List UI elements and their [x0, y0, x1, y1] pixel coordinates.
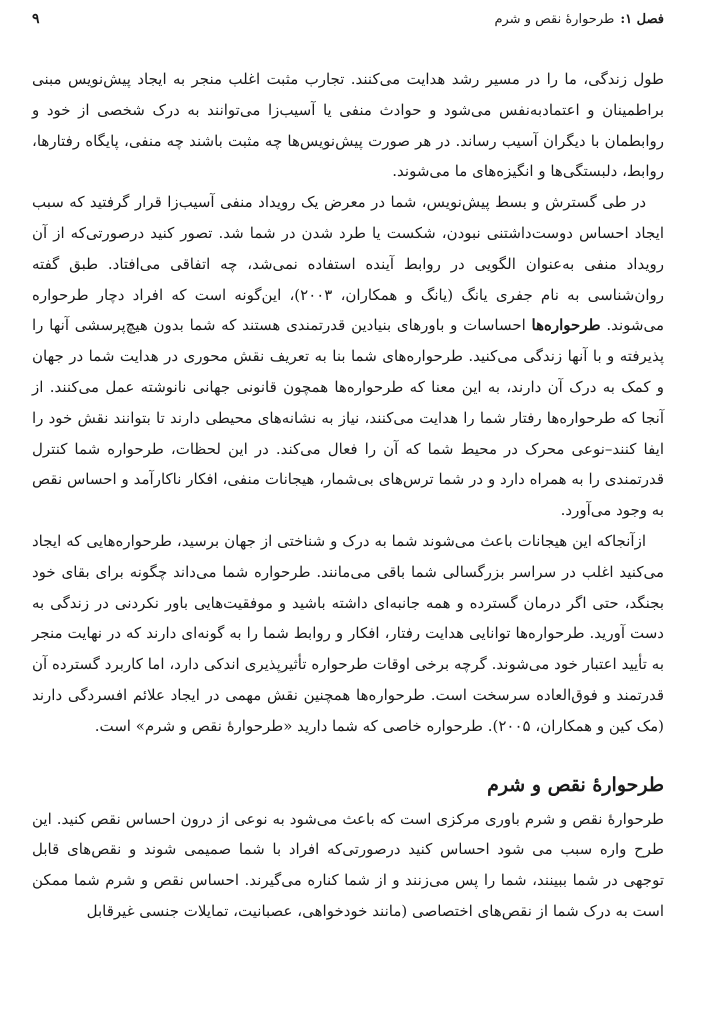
body-paragraph-2 — [32, 187, 664, 526]
chapter-title: طرحوارهٔ نقص و شرم — [494, 12, 615, 27]
chapter-header — [494, 9, 664, 31]
body-paragraph-3: ازآنجاکه این هیجانات باعث می‌شوند شما به درک و شناختی از جهان برسید، طرحواره‌هایی که ایجاد می‌کنید اغلب در سراسر بزرگسالی شما باقی می‌مانند. طرحواره شما می‌داند چگونه برای بقای خود بجنگد، حتی اگر درمان گسترده و همه جانبه‌ای داشته باشید و موفقیت‌هایی باور نکردنی در زندگی به دست آورید. طرحواره‌ها توانایی هدایت رفتار، افکار و روابط شما را به گونه‌ای دارند که در نهایت منجر به تأیید اعتبار خود می‌شوند. گرچه برخی اوقات طرحواره تأثیرپذیری اندکی دارد، اما کاربرد گسترده آن قدرتمند و فوق‌العاده سرسخت است. طرحواره‌ها همچنین نقش مهمی در ایجاد علائم افسردگی دارند (مک کین و همکاران، ۲۰۰۵). طرحواره خاصی که شما دارید «طرحوارهٔ نقص و شرم» است. — [32, 531, 664, 735]
chapter-label: فصل ۱: — [620, 12, 664, 27]
paragraph-2-text-after: احساسات و باورهای بنیادین قدرتمندی هستند که شما بدون هیچ‌پرسشی آنها را پذیرفته و با آنها زندگی می‌کنید. طرحواره‌های شما بنا به تعریف نقش محوری در هدایت شما در جهان و کمک به درک آن دارند، به این معنا که طرحواره‌ها همچون قانونی جهانی نانوشته عمل می‌کنند. از آنجا که طرحواره‌ها رفتار شما را هدایت می‌کنند، نیاز به نشانه‌های محیطی دارند تا بتوانند نقش خود را ایفا کنند–نوعی محرک در محیط شما که آن را فعال می‌کند. در این لحظات، طرحواره شما کنترل قدرتمندی را به همراه دارد و در شما ترس‌های بی‌شمار، هیجانات منفی، افکار ناکارآمد و احساس نقص به وجود می‌آورد. — [32, 316, 664, 520]
section-heading: طرحوارهٔ نقص و شرم — [487, 773, 664, 796]
page-number: ۹ — [32, 11, 40, 27]
page-body — [32, 64, 664, 927]
running-head — [32, 8, 664, 34]
section-paragraph: طرحوارهٔ نقص و شرم باوری مرکزی است که باعث می‌شود به نوعی از درون احساس نقص کنید. این طرح واره سبب می شود احساس کنید درصورتی‌که افراد با شما صمیمی شوند و نقص‌های قابل توجهی در شما ببینند، شما را پس می‌زنند و از شما کناره می‌گیرند. احساس نقص و شرم شما ممکن است به درک شما از نقص‌های اختصاصی (مانند خودخواهی، عصبانیت، تمایلات جنسی غیرقابل — [32, 809, 664, 920]
body-paragraph-1: طول زندگی، ما را در مسیر رشد هدایت می‌کنند. تجارب مثبت اغلب منجر به ایجاد پیش‌نویس مبنی براطمینان و اعتمادبه‌نفس می‌شود و حوادث منفی یا آسیب‌زا می‌توانند به درک شخصی از خود و روابطمان با دیگران آسیب رساند. در هر صورت پیش‌نویس‌ها چه مثبت باشند چه منفی، پایگاه رفتارها، روابط، دلبستگی‌ها و انگیزه‌های ما می‌شوند. — [32, 70, 664, 181]
schema-term-bold: طرحواره‌ها — [531, 316, 601, 335]
paragraph-2-text-before: در طی گسترش و بسط پیش‌نویس، شما در معرض یک رویداد منفی آسیب‌زا قرار گرفتید که سبب ایجاد احساس دوست‌داشتنی نبودن، شکست یا طرد شدن در شما شد. تصور کنید درصورتی‌که از آن رویداد منفی به‌عنوان الگویی در روابط آینده استفاده نمی‌شد، چه اتفاقی می‌افتاد. طبق گفته روان‌شناسی به نام جفری یانگ (یانگ و همکاران، ۲۰۰۳)، این‌گونه است که افراد دچار طرحواره می‌شوند. — [32, 193, 664, 335]
